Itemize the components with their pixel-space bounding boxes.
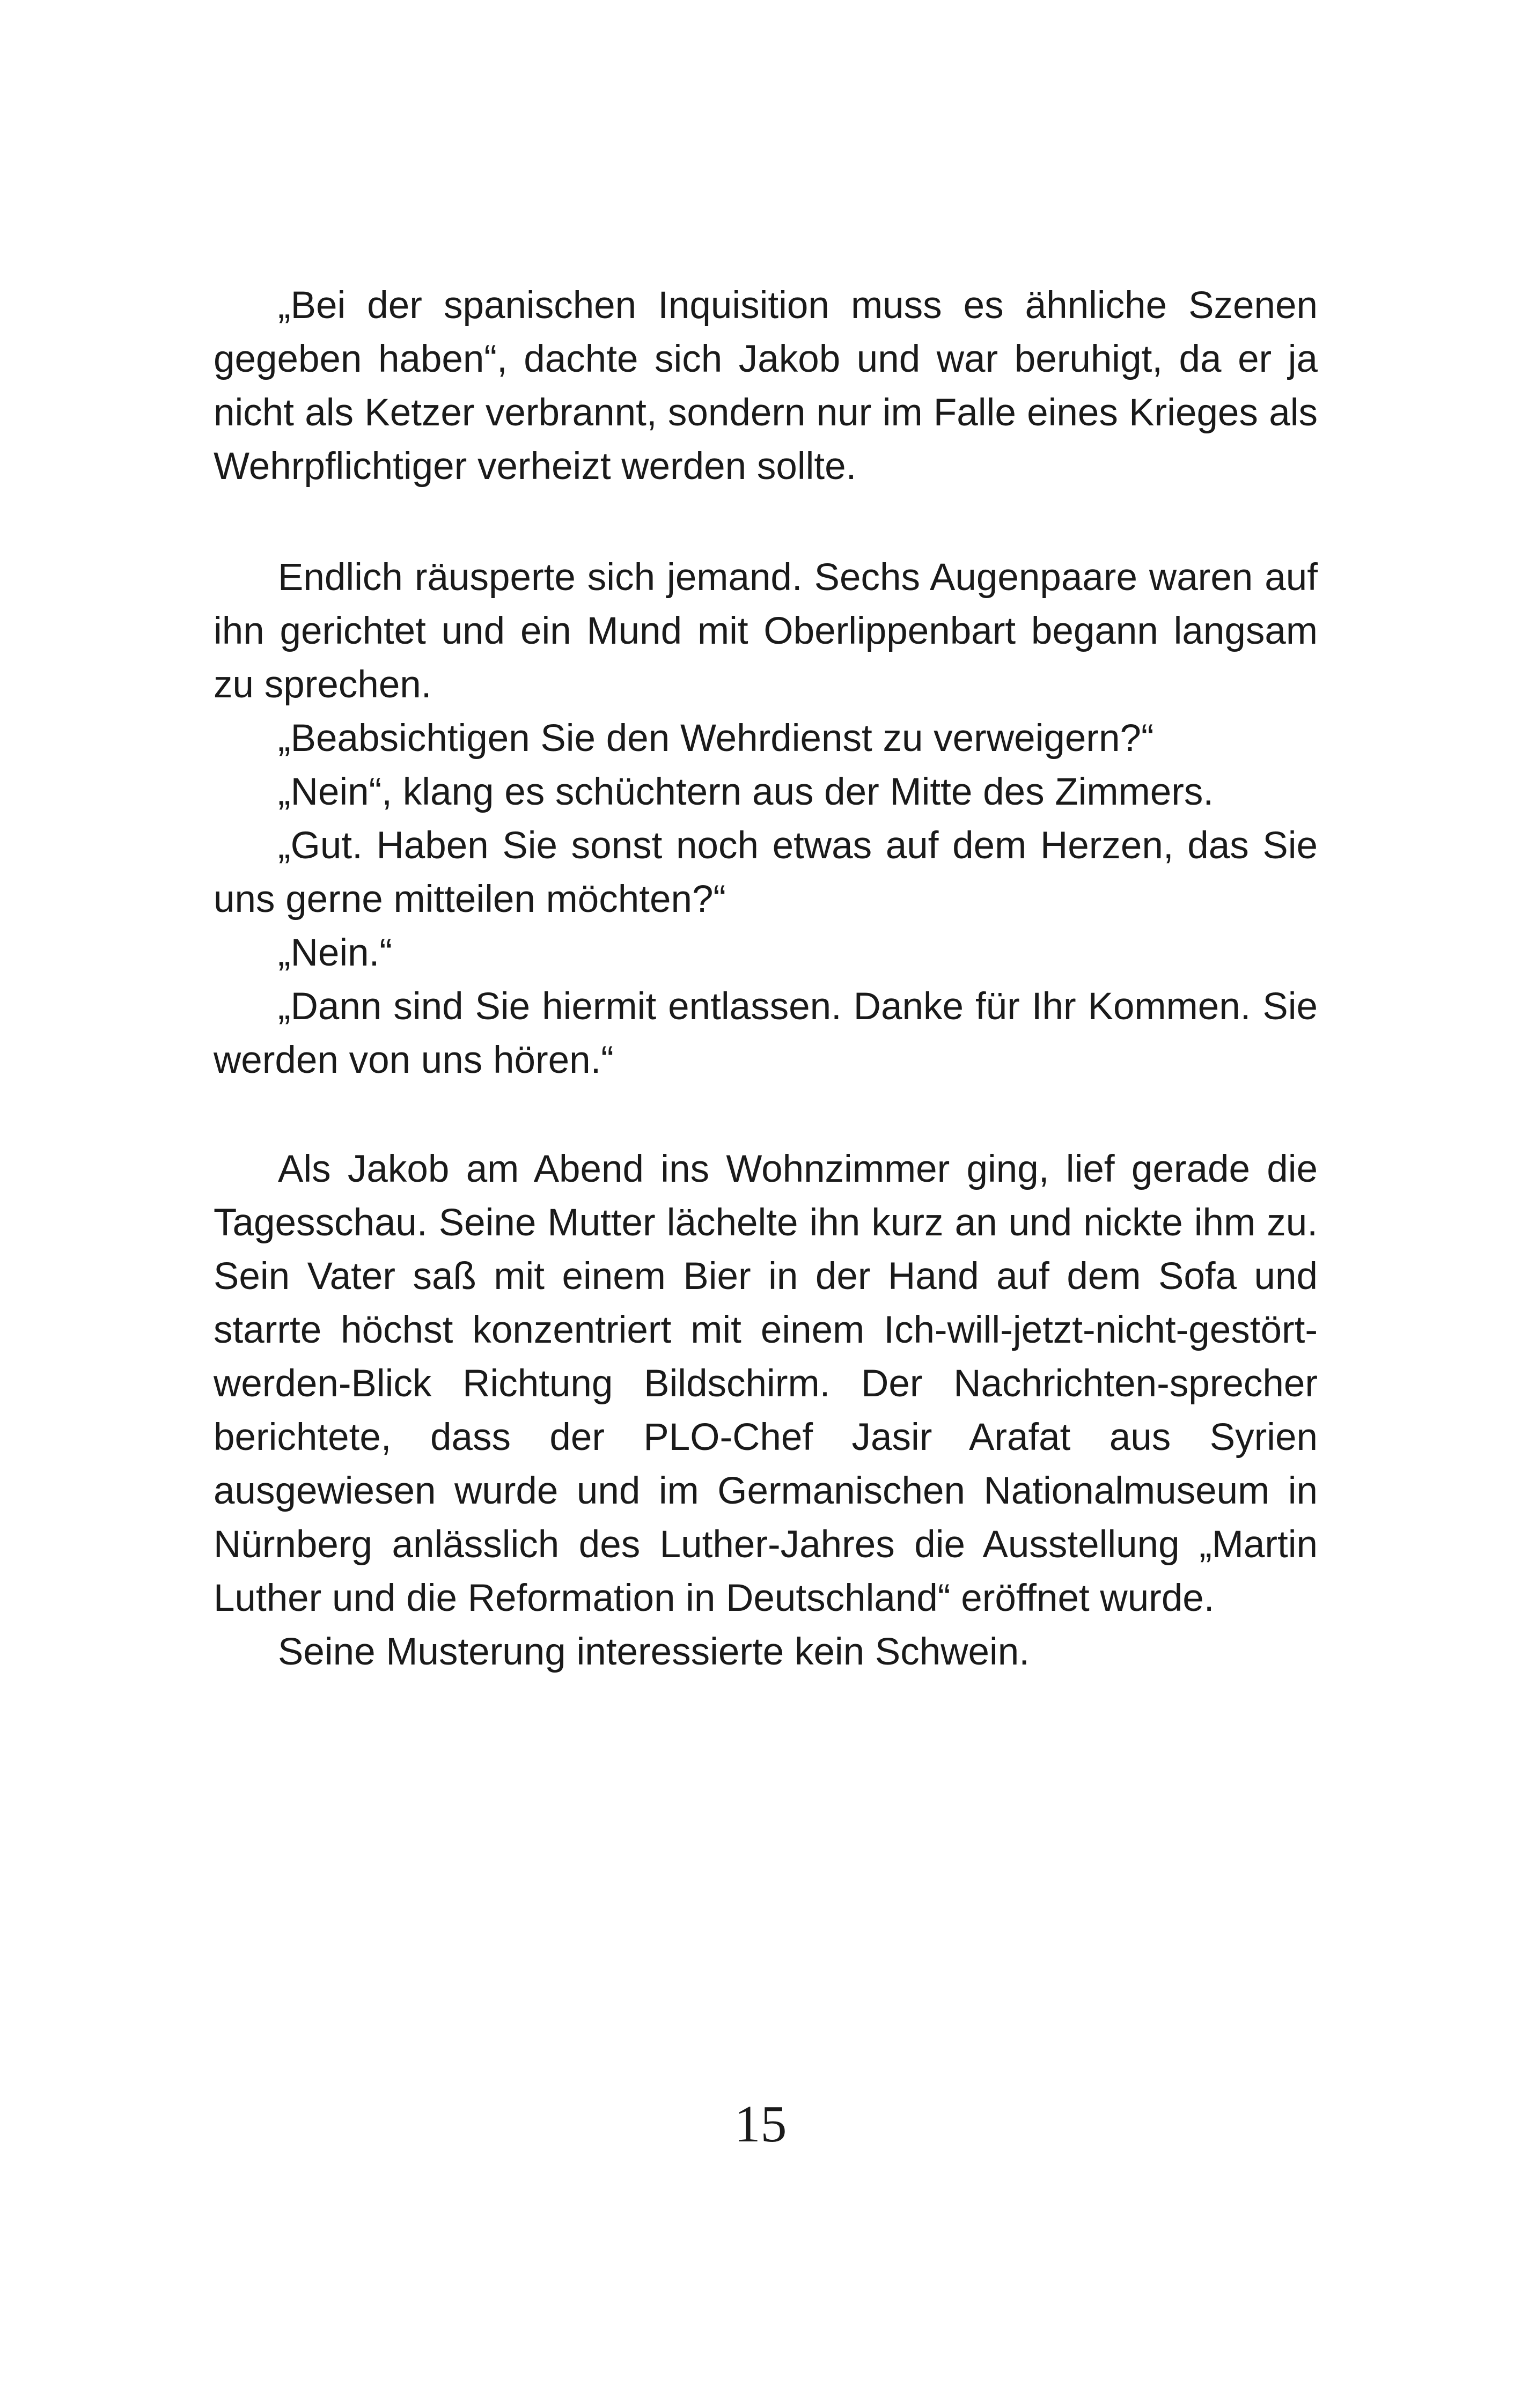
paragraph: Als Jakob am Abend ins Wohnzimmer ging, lief gerade die Tagesschau. Seine Mutter lächelte ihn kurz an und nickte ihm zu. Sein Vater saß mit einem Bier in der Hand auf dem Sofa und starrte höchst konzentriert mit einem Ich-will-jetzt-nicht-gestört-werden-Blick Richtung Bildschirm. Der Nachrichten-sprecher berichtete, dass der PLO-Chef Jasir Arafat aus Syrien ausgewiesen wurde und im Germanischen Nationalmuseum in Nürnberg anlässlich des Luther-Jahres die Ausstellung „Martin Luther und die Reformation in Deutschland“ eröffnet wurde.: [214, 1148, 1318, 1619]
page-number: 15: [734, 2095, 787, 2153]
text-section-interview: [214, 551, 1318, 1087]
dialogue-line: „Beabsichtigen Sie den Wehrdienst zu verweigern?“: [278, 717, 1154, 760]
dialogue-line: „Nein.“: [278, 932, 393, 974]
paragraph: Endlich räusperte sich jemand. Sechs Augenpaare waren auf ihn gerichtet und ein Mund mit Oberlippenbart begann langsam zu sprechen.: [214, 556, 1318, 706]
text-section-evening: [214, 1143, 1318, 1679]
dialogue-line: „Gut. Haben Sie sonst noch etwas auf dem Herzen, das Sie uns gerne mitteilen möchten?“: [214, 824, 1318, 921]
paragraph: „Bei der spanischen Inquisition muss es ähnliche Szenen gegeben haben“, dachte sich Jakob und war beruhigt, da er ja nicht als Ketzer verbrannt, sondern nur im Falle eines Krieges als Wehrpflichtiger verheizt werden sollte.: [214, 284, 1318, 488]
text-section-inquisition: [214, 279, 1318, 494]
dialogue-line: „Nein“, klang es schüchtern aus der Mitte des Zimmers.: [278, 771, 1214, 813]
dialogue-line: „Dann sind Sie hiermit entlassen. Danke für Ihr Kommen. Sie werden von uns hören.“: [214, 985, 1318, 1081]
paragraph: Seine Musterung interessierte kein Schwein.: [278, 1631, 1030, 1673]
